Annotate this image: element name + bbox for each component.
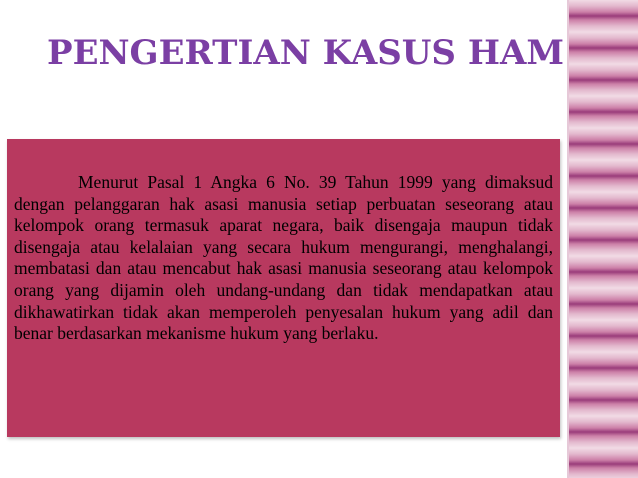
- definition-text: Menurut Pasal 1 Angka 6 No. 39 Tahun 1999 yang dimaksud dengan pelanggaran hak asasi manusia setiap perbuatan seseorang atau kelompok orang termasuk aparat negara, baik disengaja maupun tidak disengaja atau kelalaian yang secara hukum mengurangi, menghalangi, membatasi dan atau mencabut hak asasi manusia seseorang atau kelompok orang yang dijamin oleh undang-undang dan tidak mendapatkan atau dikhawatirkan tidak akan memperoleh penyesalan hukum yang adil dan benar berdasarkan mekanisme hukum yang berlaku.: [14, 172, 553, 344]
- decorative-side-stripe: [567, 0, 638, 478]
- content-box: [7, 139, 560, 437]
- slide-title: PENGERTIAN KASUS HAM: [47, 33, 564, 73]
- decorative-stripe-edge: [567, 0, 569, 478]
